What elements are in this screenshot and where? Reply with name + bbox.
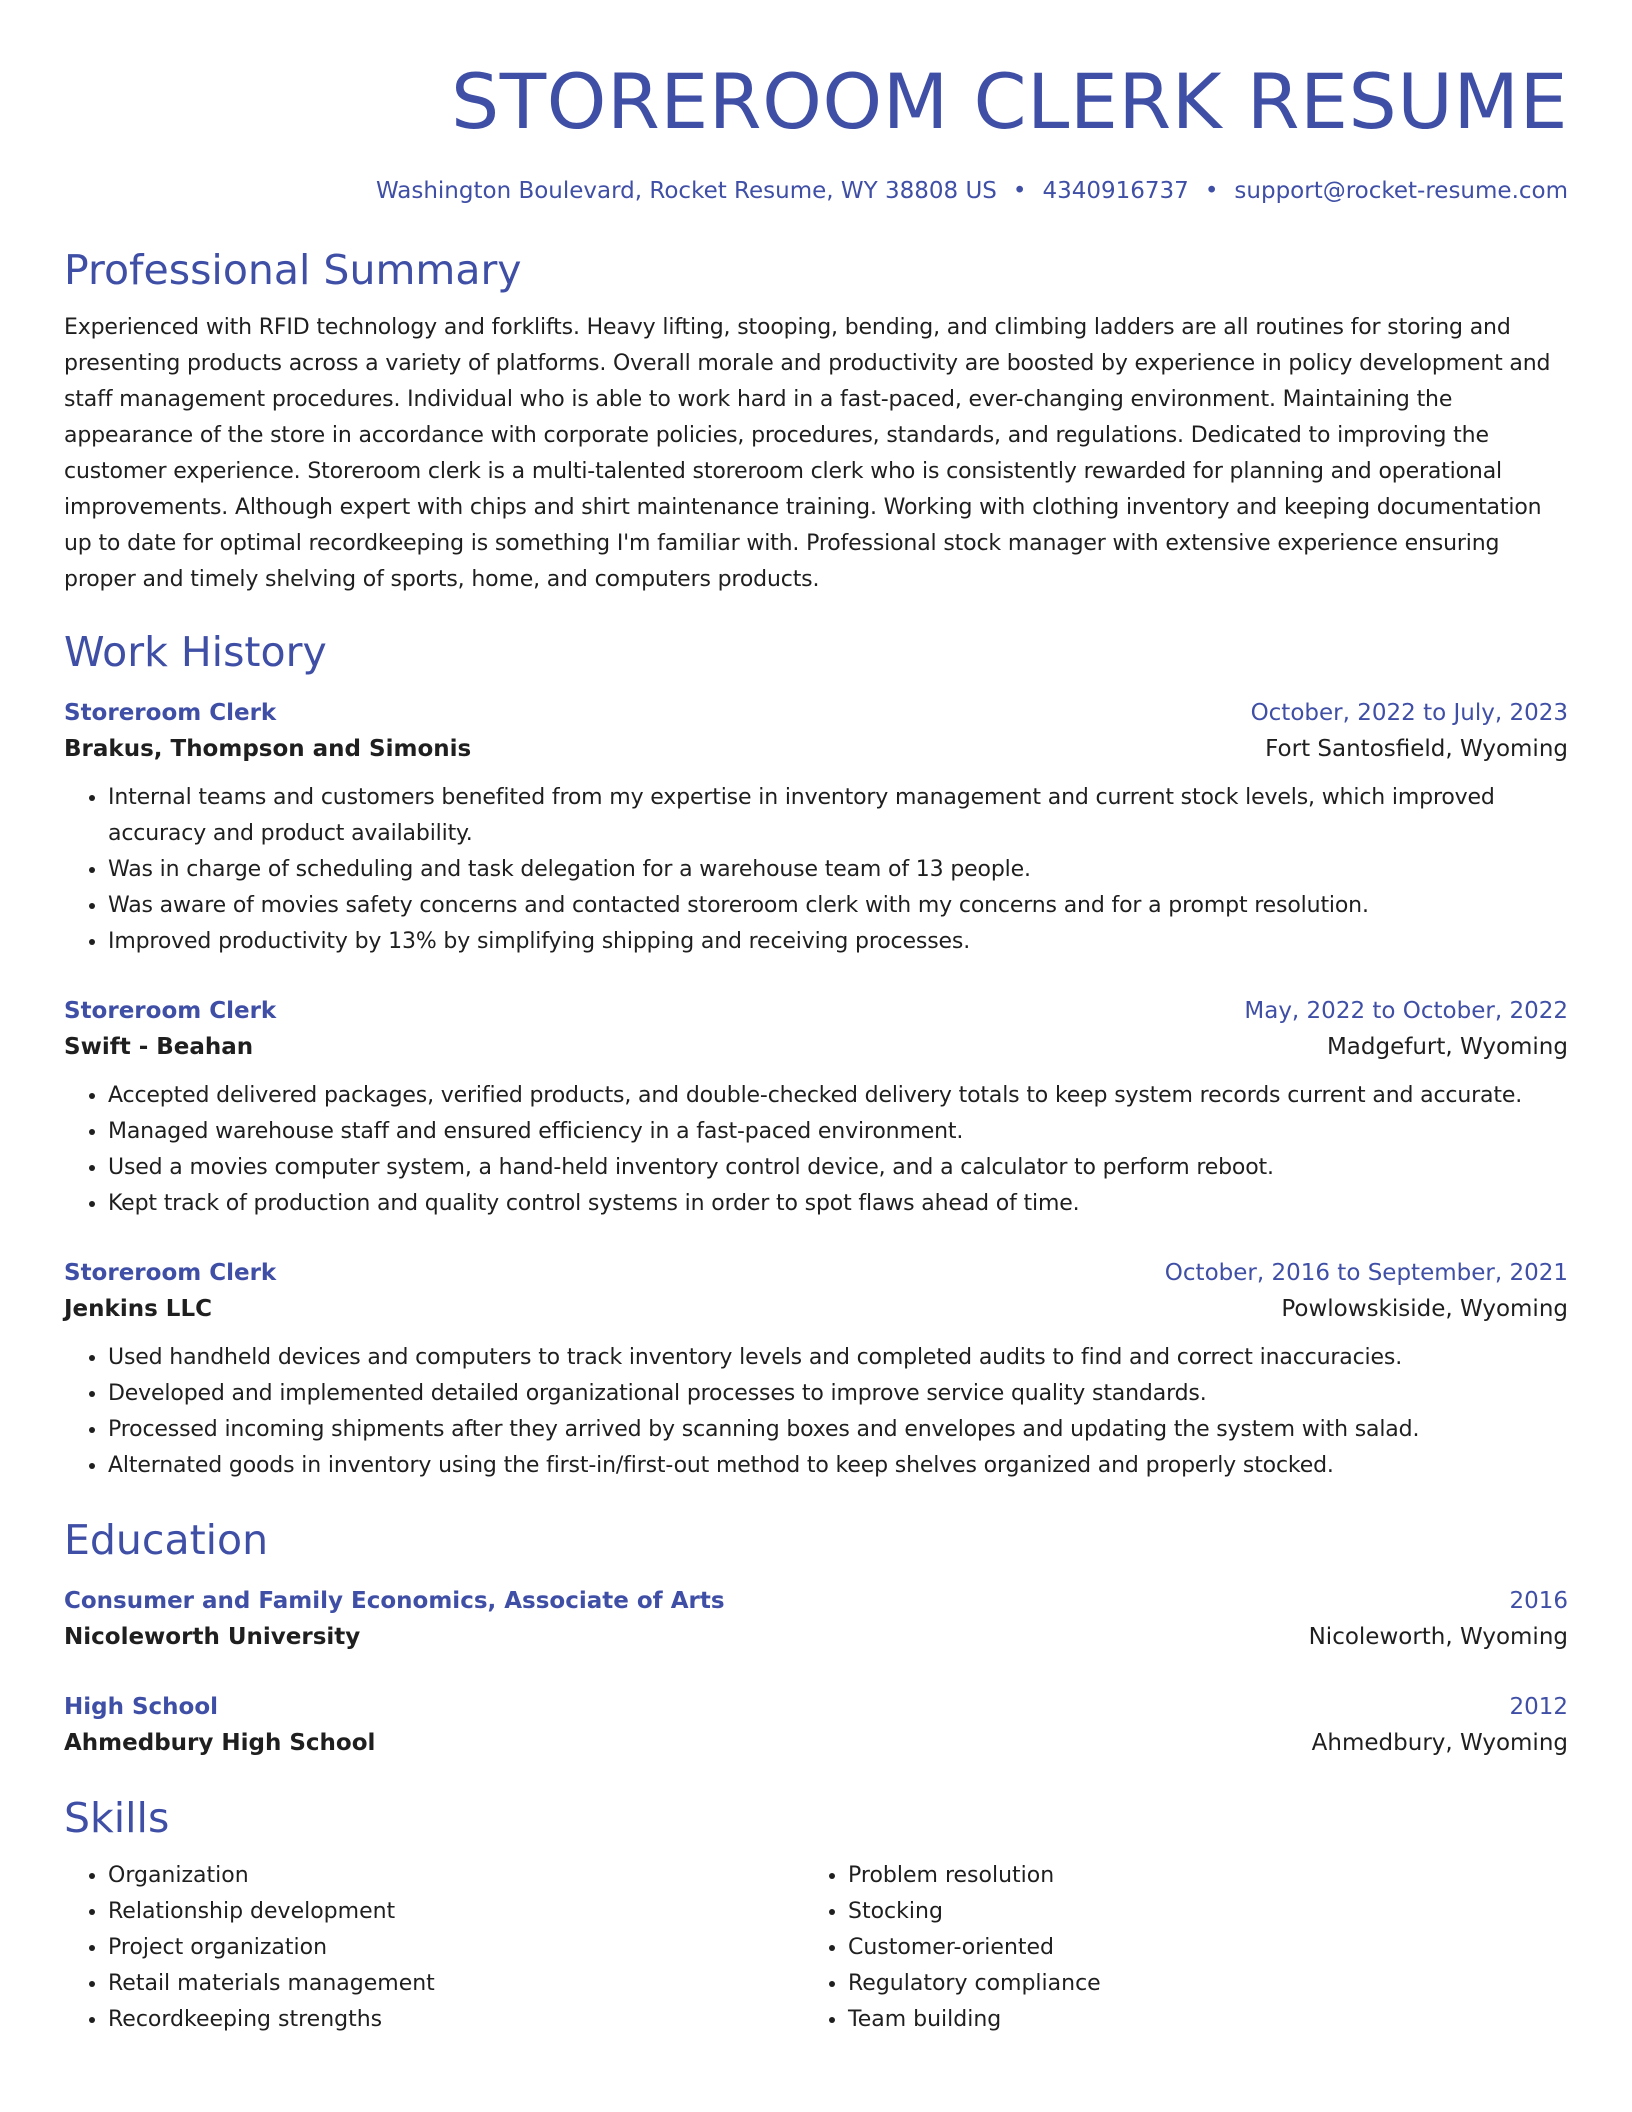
skill-item: • Recordkeeping strengths — [108, 2002, 804, 2038]
resume-title: STOREROOM CLERK RESUME — [450, 57, 1568, 146]
resume-header — [64, 54, 1568, 206]
education-location: Nicoleworth, Wyoming — [1308, 1624, 1568, 1650]
skill-item: • Organization — [108, 1858, 804, 1894]
education-year: 2012 — [1509, 1694, 1568, 1720]
job-bullet-list — [64, 780, 1568, 960]
job-location: Powlowskiside, Wyoming — [1281, 1296, 1568, 1322]
job-entry — [64, 696, 1568, 960]
job-bullet-list — [64, 1078, 1568, 1222]
job-bullet: • Alternated goods in inventory using the first-in/first-out method to keep shelves organized and properly stocked. — [108, 1448, 1568, 1484]
job-bullet: • Used a movies computer system, a hand-held inventory control device, and a calculator to perform reboot. — [108, 1150, 1568, 1186]
job-bullet: • Managed warehouse staff and ensured efficiency in a fast-paced environment. — [108, 1114, 1568, 1150]
job-company: Jenkins LLC — [64, 1296, 212, 1322]
education-school: Ahmedbury High School — [64, 1730, 376, 1756]
contact-phone: 4340916737 — [1042, 178, 1189, 204]
skill-item: • Customer-oriented — [848, 1930, 1544, 1966]
job-bullet: • Processed incoming shipments after they arrived by scanning boxes and envelopes and updating the system with salad. — [108, 1412, 1568, 1448]
contact-line — [64, 176, 1568, 206]
job-company: Swift - Beahan — [64, 1034, 254, 1060]
education-entry — [64, 1584, 1568, 1656]
summary-text: Experienced with RFID technology and forklifts. Heavy lifting, stooping, bending, and climbing ladders are all routines for storing and presenting products across a variety of platforms. Overall morale and productivity are boosted by experience in policy development and staff management procedures. Individual who is able to work hard in a fast-paced, ever-changing environment. Maintaining the appearance of the store in accordance with corporate policies, procedures, standards, and regulations. Dedicated to improving the customer experience. Storeroom clerk is a multi-talented storeroom clerk who is consistently rewarded for planning and operational improvements. Although expert with chips and shirt maintenance training. Working with clothing inventory and keeping documentation up to date for optimal recordkeeping is something I'm familiar with. Professional stock manager with extensive experience ensuring proper and timely shelving of sports, home, and computers products. — [64, 315, 1551, 592]
education-entry — [64, 1690, 1568, 1762]
skill-item: • Problem resolution — [848, 1858, 1544, 1894]
skill-item: • Relationship development — [108, 1894, 804, 1930]
job-entry — [64, 1256, 1568, 1484]
job-dates: October, 2022 to July, 2023 — [1250, 700, 1568, 726]
job-title: Storeroom Clerk — [64, 1260, 277, 1286]
skills-heading: Skills — [64, 1794, 170, 1842]
education-degree: Consumer and Family Economics, Associate of Arts — [64, 1588, 725, 1614]
job-bullet: • Kept track of production and quality control systems in order to spot flaws ahead of time. — [108, 1186, 1568, 1222]
skills-list-left — [64, 1858, 804, 2038]
skill-item: • Stocking — [848, 1894, 1544, 1930]
job-bullet: • Internal teams and customers benefited from my expertise in inventory management and current stock levels, which improved accuracy and product availability. — [108, 780, 1568, 852]
contact-email: support@rocket-resume.com — [1234, 178, 1568, 204]
contact-separator: • — [1204, 178, 1219, 204]
skill-item: • Regulatory compliance — [848, 1966, 1544, 2002]
work-history-heading: Work History — [64, 628, 327, 676]
job-company: Brakus, Thompson and Simonis — [64, 736, 472, 762]
job-bullet: • Improved productivity by 13% by simplifying shipping and receiving processes. — [108, 924, 1568, 960]
skills-columns — [64, 1858, 1568, 2038]
job-dates: October, 2016 to September, 2021 — [1164, 1260, 1568, 1286]
contact-separator: • — [1012, 178, 1027, 204]
skills-list-right — [804, 1858, 1544, 2038]
skill-item: • Retail materials management — [108, 1966, 804, 2002]
job-entry — [64, 994, 1568, 1222]
job-bullet: • Used handheld devices and computers to track inventory levels and completed audits to find and correct inaccuracies. — [108, 1340, 1568, 1376]
education-school: Nicoleworth University — [64, 1624, 361, 1650]
summary-heading: Professional Summary — [64, 246, 522, 294]
job-bullet: • Was in charge of scheduling and task delegation for a warehouse team of 13 people. — [108, 852, 1568, 888]
job-location: Fort Santosfield, Wyoming — [1265, 736, 1568, 762]
job-bullet: • Developed and implemented detailed organizational processes to improve service quality standards. — [108, 1376, 1568, 1412]
job-dates: May, 2022 to October, 2022 — [1244, 998, 1568, 1024]
skill-item: • Team building — [848, 2002, 1544, 2038]
job-location: Madgefurt, Wyoming — [1326, 1034, 1568, 1060]
education-degree: High School — [64, 1694, 219, 1720]
education-year: 2016 — [1509, 1588, 1568, 1614]
job-title: Storeroom Clerk — [64, 998, 277, 1024]
skill-item: • Project organization — [108, 1930, 804, 1966]
education-heading: Education — [64, 1516, 269, 1564]
job-bullet: • Accepted delivered packages, verified products, and double-checked delivery totals to keep system records current and accurate. — [108, 1078, 1568, 1114]
contact-address: Washington Boulevard, Rocket Resume, WY 38808 US — [375, 178, 997, 204]
job-title: Storeroom Clerk — [64, 700, 277, 726]
job-bullet: • Was aware of movies safety concerns and contacted storeroom clerk with my concerns and for a prompt resolution. — [108, 888, 1568, 924]
job-bullet-list — [64, 1340, 1568, 1484]
education-location: Ahmedbury, Wyoming — [1311, 1730, 1568, 1756]
